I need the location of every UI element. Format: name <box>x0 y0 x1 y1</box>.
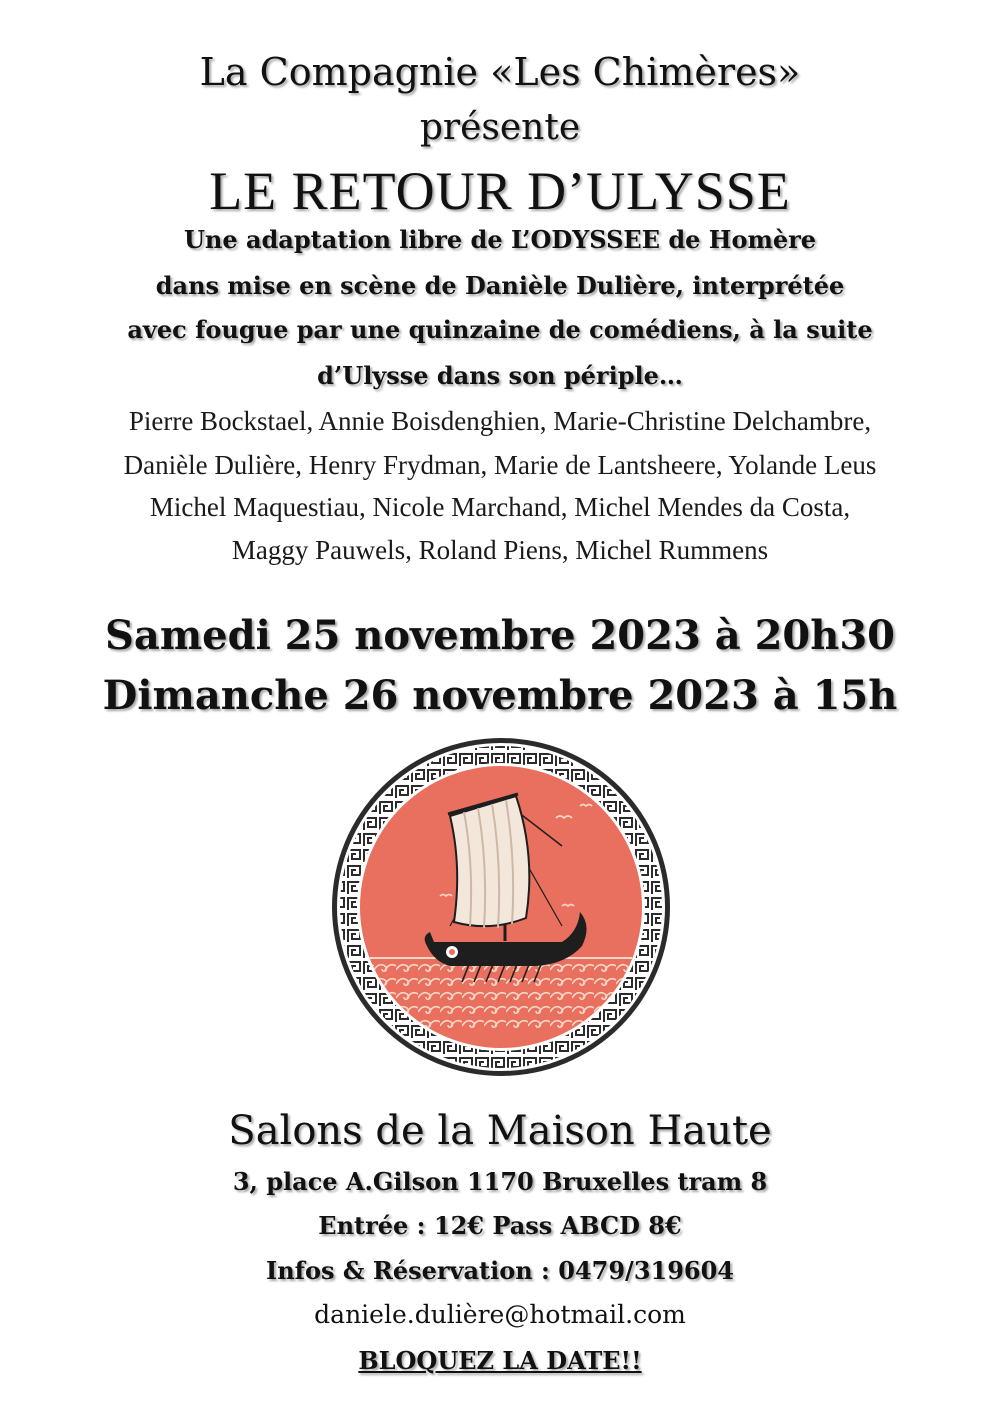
call-to-action-text: BLOQUEZ LA DATE!! <box>358 1346 642 1375</box>
synopsis-line: avec fougue par une quinzaine de comédiens, à la suite <box>127 315 873 344</box>
greek-ship-icon <box>330 736 672 1078</box>
synopsis-line: d’Ulysse dans son périple… <box>317 361 683 390</box>
performance-date: Samedi 25 novembre 2023 à 20h30 <box>105 612 895 659</box>
ticket-price: Entrée : 12€ Pass ABCD 8€ <box>318 1211 682 1240</box>
call-to-action <box>0 1343 1000 1379</box>
venue-address: 3, place A.Gilson 1170 Bruxelles tram 8 <box>232 1167 768 1196</box>
cast-line: Michel Maquestiau, Nicole Marchand, Michel Mendes da Costa, <box>149 492 851 522</box>
cast-line: Maggy Pauwels, Roland Piens, Michel Rummens <box>231 535 769 565</box>
performance-date: Dimanche 26 novembre 2023 à 15h <box>102 672 898 719</box>
synopsis-line: Une adaptation libre de L’ODYSSEE de Homère <box>183 225 817 254</box>
presents-label: présente <box>419 107 581 148</box>
cast-line: Pierre Bockstael, Annie Boisdenghien, Marie-Christine Delchambre, <box>128 406 872 436</box>
contact-email[interactable]: daniele.dulière@hotmail.com <box>314 1300 686 1329</box>
play-title: LE RETOUR D’ULYSSE <box>209 161 791 221</box>
venue-name: Salons de la Maison Haute <box>228 1108 772 1154</box>
cast-line: Danièle Dulière, Henry Frydman, Marie de Lantsheere, Yolande Leus <box>123 450 877 480</box>
synopsis-line: dans mise en scène de Danièle Dulière, interprétée <box>155 271 845 300</box>
company-name: La Compagnie «Les Chimères» <box>199 50 801 94</box>
booking-info: Infos & Réservation : 0479/319604 <box>265 1256 735 1285</box>
